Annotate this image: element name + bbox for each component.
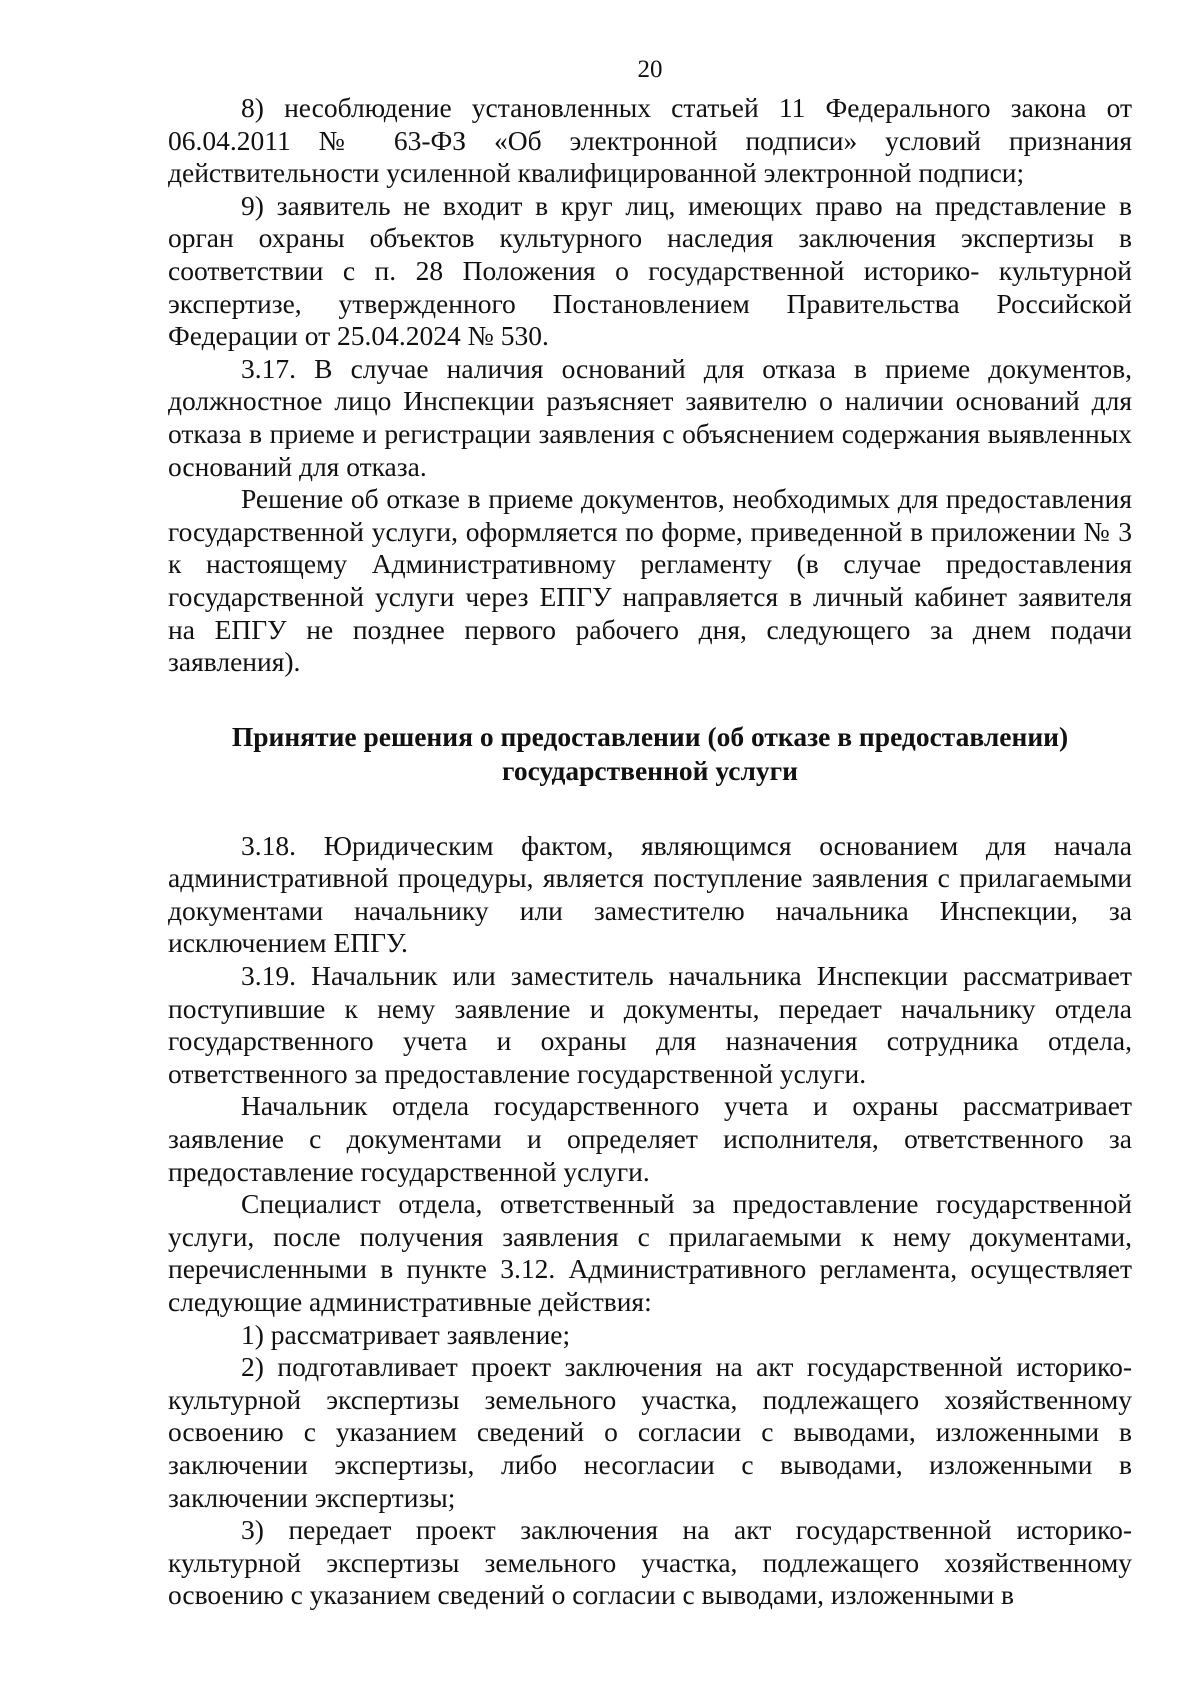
paragraph-item-8: 8) несоблюдение установленных статьей 11 Федерального закона от 06.04.2011 № 63-ФЗ «Об электронной подписи» условий признания действительности усиленной квалифицированной электронной подписи; <box>168 92 1132 189</box>
paragraph-item-9: 9) заявитель не входит в круг лиц, имеющих право на представление в орган охраны объектов культурного наследия заключения экспертизы в соответствии с п. 28 Положения о государственной историко- культурной экспертизе, утвержденного Постановлением Правительства Российской Федерации от 25.04.2024 № 530. <box>168 189 1132 352</box>
paragraph-3-18: 3.18. Юридическим фактом, являющимся основанием для начала административной процедуры, является поступление заявления с прилагаемыми документами начальнику или заместителю начальника Инспекции, за исключением ЕПГУ. <box>168 829 1132 959</box>
document-page <box>168 54 1132 1612</box>
paragraph-3-17: 3.17. В случае наличия оснований для отказа в приеме документов, должностное лицо Инспекции разъясняет заявителю о наличии оснований для отказа в приеме и регистрации заявления с объяснением содержания выявленных оснований для отказа. <box>168 352 1132 482</box>
section-heading <box>168 720 1132 788</box>
paragraph-action-2: 2) подготавливает проект заключения на акт государственной историко-культурной экспертизы земельного участка, подлежащего хозяйственному освоению с указанием сведений о согласии с выводами, изложенными в заключении экспертизы, либо несогласии с выводами, изложенными в заключении экспертизы; <box>168 1351 1132 1513</box>
section-heading-line-1: Принятие решения о предоставлении (об отказе в предоставлении) <box>231 720 1069 752</box>
paragraph-specialist-actions: Специалист отдела, ответственный за предоставление государственной услуги, после получения заявления с прилагаемыми к нему документами, перечисленными в пункте 3.12. Административного регламента, осуществляет следующие административные действия: <box>168 1188 1132 1317</box>
paragraph-3-19: 3.19. Начальник или заместитель начальника Инспекции рассматривает поступившие к нему заявление и документы, передает начальнику отдела государственного учета и охраны для назначения сотрудника отдела, ответственного за предоставление государственной услуги. <box>168 960 1132 1089</box>
paragraph-action-3: 3) передает проект заключения на акт государственной историко-культурной экспертизы земельного участка, подлежащего хозяйственному освоению с указанием сведений о согласии с выводами, изложенными в <box>168 1514 1132 1611</box>
paragraph-refusal-decision: Решение об отказе в приеме документов, необходимых для предоставления государственной услуги, оформляется по форме, приведенной в приложении № 3 к настоящему Административному регламенту (в случае предоставления государственной услуги через ЕПГУ направляется в личный кабинет заявителя на ЕПГУ не позднее первого рабочего дня, следующего за днем подачи заявления). <box>168 483 1132 678</box>
page-number: 20 <box>637 56 663 83</box>
section-heading-line-2: государственной услуги <box>502 754 798 786</box>
paragraph-action-1: 1) рассматривает заявление; <box>241 1318 571 1350</box>
paragraph-department-head: Начальник отдела государственного учета и охраны рассматривает заявление с документами и определяет исполнителя, ответственного за предоставление государственной услуги. <box>168 1090 1132 1187</box>
